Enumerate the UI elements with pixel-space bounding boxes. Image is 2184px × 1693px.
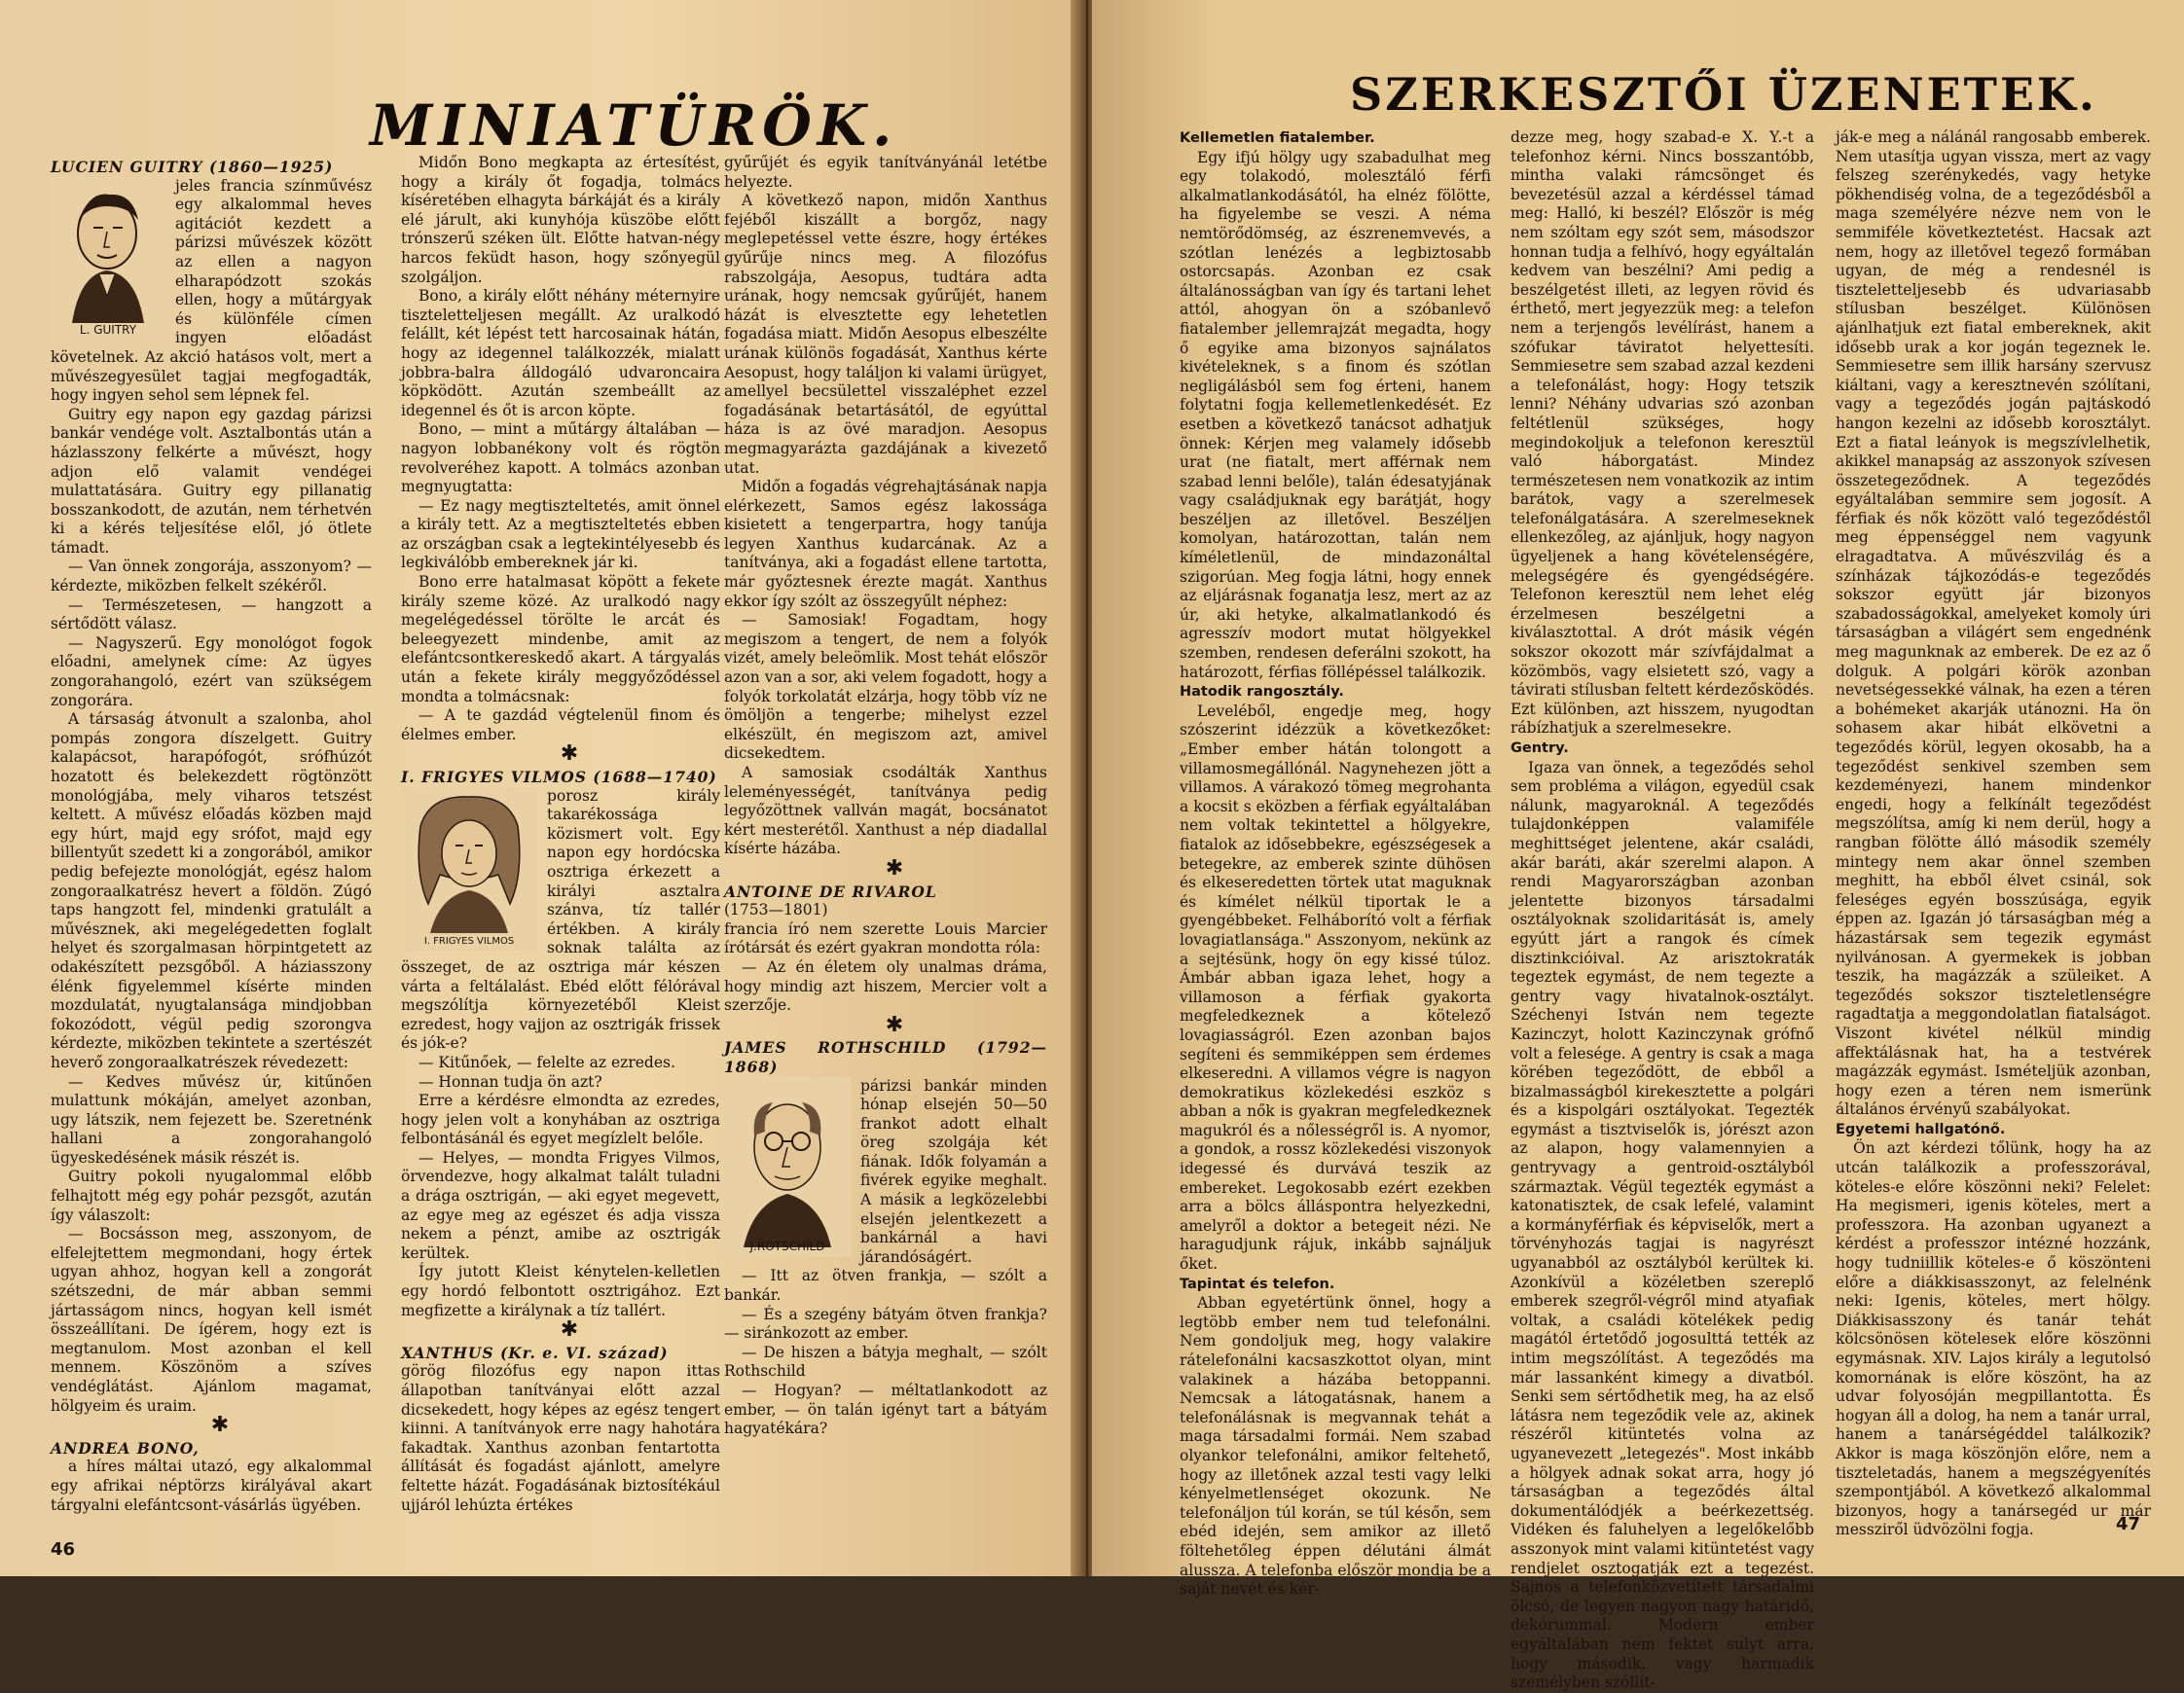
paragraph: A samosiak csodálták Xanthus leleményességét, tanítványa pedig legyőzöttnek vallván magát, bocsánatot kért mesterétől. Xanthust a nép diadallal kísérte házába. (724, 764, 1047, 858)
section-head-xanthus: XANTHUS (Kr. e. VI. század) (401, 1343, 669, 1362)
paragraph: — Bocsásson meg, asszonyom, de elfelejtettem megmondani, hogy értek ugyan ahhoz, hogyan kell a zongorát szétszedni, de már abban semmi jártasságom nincs, hogyan kell ismét összeállítani. De ígérem, hogy ezt is megtanulom. Most azonban el kell mennem. Köszönöm a szíves vendéglátást. Ajánlom magamat, hölgyeim és uraim. (51, 1225, 372, 1415)
page-title-szerkesztoi-uzenetek: SZERKESZTŐI ÜZENETEK. (1350, 68, 2097, 121)
paragraph: porosz király takarékossága közismert volt. Egy napon egy hordócska osztriga érkezett a királyi asztalra szánva, tíz tallér értékben. A király soknak találta az összeget, de az osztriga már készen várta a feltálalást. Ebéd előtt félórával megszólítja környezetéből Kleist ezredest, hogy vajjon az osztrigák frissek és jók-e? (401, 786, 720, 1053)
right-page (1092, 0, 2184, 1692)
subhead-hatodik: Hatodik rangosztály. (1180, 684, 1344, 701)
paragraph: A társaság átvonult a szalonba, ahol pompás zongora díszelgett. Guitry kalapácsot, harapófogót, srófhúzót hozatott és belekezdett rögtönzött monológjába, mely viharos tetszést keltett. A művész előadás közben majd egy húrt, majd egy srófot, majd egy billentyűt szedett ki a zongorából, amikor pedig befejezte monológját, egész halom zongoraalkatrész hevert a földön. Zúgó taps hangzott fel, mindenki gratulált a művésznek, aki megelégedetten foglalt helyet és szorgalmasan hörpintgetett az odakészített pezsgőből. A háziasszony élénk figyelemmel kísérte minden mozdulatát, nyugtalansága mindjobban fokozódott, végül pedig szorongva kérdezte, miközben tekintete a szertészét heverő zongoraalkatrészek révedezett: (51, 710, 372, 1071)
paragraph: Bono, a király előtt néhány méternyire tiszteletteljesen megállt. Az uralkodó felállt, két lépést tett harcosainak hátán, hogy az idegennel találkozzék, mialatt jobbra-balra álldogáló udvaroncaira köpködött. Azután szembeállt az idegennel és őt is arcon köpte. (401, 287, 720, 419)
right-column-1 (1180, 128, 1491, 1599)
left-page (0, 0, 1082, 1576)
paragraph: gyűrűjét és egyik tanítványánál letétbe helyezte. (724, 154, 1047, 191)
paragraph: Midőn a fogadás végrehajtásának napja elérkezett, Samos egész lakossága kisietett a tengerpartra, hogy tanúja legyen Xanthus kudarcának. Az a tanítványa, aki a fogadást ellene tartotta, már győztesnek érezte magát. Xanthus ekkor így szólt az összegyűlt néphez: (724, 478, 1047, 610)
portrait-caption-rothschild: J.ROTSCHILD (749, 1239, 825, 1253)
section-head-rothschild: JAMES ROTHSCHILD (1792—1868) (724, 1038, 1047, 1076)
guitry-portrait-image (51, 177, 165, 342)
paragraph: ják-e meg a nálánál rangosabb emberek. Nem utasítja ugyan vissza, mert az vagy felszeg szerénykedés, vagy hetyke pökhendiség volna, de a tegeződésből a maga személyére nézve nem von le semmiféle következtetést. Hacsak azt nem, hogy az illetővel tegező formában ugyan, de még a rendesnél is tiszteletteljesebb és udvariasabb stílusban beszélget. Különösen ajánlhatjuk ezt fiatal embereknek, akit idősebb urak a kor jogán tegeznek le. Semmiesetre sem illik harsány szervusz kiáltani, vagy a keresztnevén szólítani, vagy a tegeződés jogán pajtáskodó hangon kezelni az idősebb korosztályt. Ezt a fiatal leányok is megszívlelhetik, akikkel manapság az asszonyok szívesen összetegeződnek. A tegeződés egyáltalában semmire sem jogosít. A férfiak és nők között való tegeződéstől meg éppenséggel nem vagyunk elragadtatva. A művészvilág és a színházak tájkozódás-e tegeződés sokszor együtt jár bizonyos szabadosságokkal, amelyeket komoly úri társaságban a világért sem engednénk meg magunknak az emberek. De ez az ő dolguk. A polgári körök azonban nevetségessekké válnak, ha ezen a téren a bohémeket akarják utánozni. Ha ön sohasem akar hibát elkövetni a tegeződés körül, legyen okosabb, ha a tegeződést senkivel szemben sem kezdeményezi, hanem mindenkor engedi, hogy a felkínált tegeződést megszólítsa, amíg ki nem derül, hogy a rangban fölötte álló második személy mintegy nem akar önnel szemben meghitt, ha ebből élvet csinál, sok feleséges egyén bosszúsága, egyik éppen az. Igazán jó társaságban még a házastársak sem tegezik egymást nyilvánosan. A gyermekek is jobban teszik, ha magázzák a szüleiket. A tegeződés sokszor tiszteletlenségre ragadtatja a meggondolatlan fiatalságot. Viszont kivétel nélkül mindig affektálásnak hat, ha a testvérek magázzák egymást. Ismételjük azonban, hogy ezen a téren nem ismerünk általános érvényű szabályokat. (1836, 128, 2151, 1119)
left-column-1 (51, 154, 372, 1516)
paragraph: — De hiszen a bátyja meghalt, — szólt Rothschild (724, 1343, 1047, 1381)
paragraph: görög filozófus egy napon ittas állapotban tanítványai előtt azzal dicsekedett, hogy képes az egész tengert kiinni. A tanítványok erre nagy hahotára fakadtak. Xanthus azonban fentartotta állítását és fogadást ajánlott, amelyre feltette házát. Fogadásának biztosítékául ujjáról lehúzta értékes (401, 1362, 720, 1514)
paragraph: — Kitűnőek, — felelte az ezredes. (419, 1053, 675, 1071)
paragraph: Így jutott Kleist kénytelen-kelletlen egy hordó felbontott osztrigához. Ezt megfizette a királynak a tíz tallért. (401, 1263, 720, 1319)
portrait-caption-guitry: L. GUITRY (79, 322, 137, 337)
subhead-egyetemi: Egyetemi hallgatónő. (1836, 1121, 2006, 1137)
rothschild-portrait-image (724, 1077, 851, 1257)
paragraph: — Honnan tudja ön azt? (419, 1072, 602, 1091)
paragraph: Bono, — mint a műtárgy általában — nagyon lobbanékony volt és rögtön revolveréhez kapott. A tolmács azonban megnyugtatta: (401, 420, 720, 496)
page-number-right: 47 (2116, 1514, 2141, 1534)
paragraph: — Itt az ötven frankja, — szólt a bankár. (724, 1267, 1047, 1305)
paragraph: — Hogyan? — méltatlankodott az ember, — ön talán igényt tart a bátyám hagyatékára? (724, 1382, 1047, 1438)
section-divider-star: ✱ (560, 741, 579, 767)
section-divider-star: ✱ (560, 1317, 579, 1343)
subhead-kellemetlen: Kellemetlen fiatalember. (1180, 130, 1375, 146)
paragraph: — Kedves művész úr, kitűnően mulattunk mókáján, amelyet azonban, ugy látszik, nem fejezett be. Szeretnénk hallani a zongorahangoló ügyeskedésének másik részét is. (51, 1072, 372, 1167)
section-head-frigyes-vilmos: I. FRIGYES VILMOS (1688—1740) (401, 768, 717, 786)
paragraph: Abban egyetértünk önnel, hogy a legtöbb ember nem tud telefonálni. Nem gondoljuk meg, hogy valakire rátelefonálni kacsaszkottot olyan, mint valakinek a házába betoppanni. Nemcsak a látogatásnak, hanem a telefonálásnak is megvannak tehát a maga társadalmi formái. Nem szabad olyankor telefonálni, amikor feltehető, hogy az illetőnek azzal testi vagy lelki kényelmetlenséget okozunk. Ne telefonáljon túl korán, se túl későn, sem ebéd idején, sem amikor az illető föltehetőleg éppen délutáni álmát alussza. A telefonba először mondja be a saját nevét és kér- (1180, 1294, 1491, 1599)
left-column-2 (401, 154, 720, 1535)
paragraph: Igaza van önnek, a tegeződés sehol sem probléma a világon, egyedül csak nálunk, magyaroknál. A tegeződés tulajdonképpen valamiféle meghittséget jelentene, akár családi, akár baráti, akár szerelmi alapon. A rendi Magyarországban azonban jelentette bizonyos társadalmi osztályoknak szolidaritását is, amely egyútt járt a rangok és címek disztinkcióival. Az arisztokraták tegeztek egymást, de nem tegezte a gentry vagy hivatalnok-osztályt. Széchenyi István nem tegezte Kazinczyt, holott Kazinczynak grófnő volt a felesége. A gentry is csak a maga körében tegeződött, de ebből a bizalmasságból kirekesztette a polgári és a kispolgári osztályokat. Tegezték egymást a tisztviselők is, jórészt azon az alapon, hogy valamennyien a gentryvagy a gentroid-osztályból származtak. Végül tegezték egymást a katonatisztek, de csak lefelé, valamint a kormányférfiak és képviselők, mert a törvényhozás tagjai is nagyrészt ugyanabból az osztályból kerültek ki. Azonkívül a közéletben szereplő emberek szegről-végről mind atyafiak voltak, a családi kötelékek pedig magától értetődő jogosulttá tették az intim megszólítást. A tegeződés ma már lassanként kimegy a divatból. Senki sem sértődhetik meg, ha az első látásra nem tegeződik vele az, akinek részéről kitüntetés volna az ugyanevezett „letegezés". Most inkább a hölgyek adnak sokat arra, hogy jó társaságban a tegeződés által dokumentálódjék a beérkezettség. Vidéken és faluhelyen a legelőkelőbb asszonyok mint valami kitüntetést vagy rendjelet osztogatják ezt a tegezést. Sajnos a telefonközvetített társadalmi ölcsó, de legyen nagyon nagy határidő, dekórummal. Modern ember egyáltalában nem fektet sulyt arra, hogy második, vagy harmadik személyben szóllít- (1511, 758, 1814, 1692)
page-title-miniaturok: MINIATÜRÖK. (370, 92, 898, 159)
paragraph: dezze meg, hogy szabad-e X. Y.-t a telefonhoz kérni. Nincs bosszantóbb, mintha valaki rámcsönget és bevezetésül azzal a kérdéssel támad meg: Halló, ki beszél? Először is még nem szóltam egy szót sem, másodszor honnan tudja a felhívó, hogy egyáltalán kedvem van beszélni? Ami pedig a beszélgetést illeti, az legyen rövid és érthető, mert jegyezzük meg: a telefon nem a terjengős levélírást, hanem a szófukar táviratot helyettesíti. Semmiesetre sem szabad azzal kezdeni a telefonálást, hogy: Hogy tetszik lenni? Néhány udvarias szó azonban feltétlenül szükséges, hogy megindokoljuk a telefonon keresztül való háborgatást. Mindez természetesen nem vonatkozik az intim barátok, vagy a szerelmesek telefonálgatására. A szerelmeseknek ellenkezőleg, az ajánljuk, hogy nagyon ügyeljenek a hang kövételenségére, melegségére és gyengédségére. Telefonon keresztül nem lehet elég érzelmesen beszélgetni a kiválasztottal. A drót másik végén sokszor okozott már szívfájdalmat a közömbös, vagy elsietett szó, vagy a távirati stílusban feltett kérdezősködés. Ezt különben, azt hisszem, nyugodtan rábízhatjuk a szerelmesekre. (1511, 128, 1814, 738)
portrait-frigyes-vilmos (401, 787, 537, 952)
section-head-guitry: LUCIEN GUITRY (1860—1925) (51, 158, 334, 176)
paragraph: Guitry pokoli nyugalommal előbb felhajtott még egy pohár pezsgőt, azután így válaszolt: (51, 1168, 372, 1224)
section-head-bono: ANDREA BONO, (51, 1438, 200, 1458)
paragraph: A következő napon, midőn Xanthus fejéből kiszállt a borgőz, nagy meglepetéssel vette észre, hogy értékes gyűrűje nincs meg. A filozófus rabszolgája, Aesopus, tudtára adta urának, hogy nemcsak gyűrűjét, hanem házát is elvesztette egy lehetetlen fogadása miatt. Midőn Aesopus elbeszélte urának különös fogadását, Xanthus kérte Aesopust, hogy találjon ki valami ürügyet, amellyel becsülettel visszaléphet ezzel fogadásának betartásától, de egyúttal háza is az övé maradjon. Aesopus megmagyarázta gazdájának a kivezető utat. (724, 192, 1047, 477)
paragraph: Egy ifjú hölgy ugy szabadulhat meg egy tolakodó, molesztáló férfi alkalmatlankodásától, ha elnéz fölötte, ha figyelembe se veszi. A néma nemtörődömség, az észrenemvevés, a szótlan lenézés a legbiztosabb ostorcsapás. Azonban ez csak általánosságban van így és tartani lehet attól, ahogyan ön a szóbanlevő fiatalember jellemrajzát megadta, hogy ő egyike ama bizonyos sajnálatos kivételeknek, s a finom és szótlan negligálásból sem fog érteni, hanem folytatni fogja kellemetlenkedését. Ez esetben a következő tanácsot adhatjuk önnek: Kérjen meg valamely idősebb urat (ne fiatalt, mert afférnak nem szabad lenni belőle), talán édesatyjának vagy családjuknak egy barátját, hogy beszéljen az illetővel. Beszéljen komolyan, határozottan, talán nem kíméletlenül, de mindazonáltal szigorúan. Meg fogja látni, hogy ennek az eljárásnak foganatja lesz, mert az az úr, aki hetyke, alkalmatlankodó és agresszív modort mutat hölgyekkel szemben, rendesen deferálni szokott, ha határozott, férfias föllépéssel találkozik. (1180, 148, 1491, 681)
paragraph: — Természetesen, — hangzott a sértődött válasz. (51, 595, 372, 633)
paragraph: Ön azt kérdezi tőlünk, hogy ha az utcán találkozik a professzorával, köteles-e előre köszönni neki? Felelet: Ha megismeri, igenis köteles, mert a professzora. Ha azonban ugyanezt a kérdést a professzor intézné hozzánk, hogy tudniillik köteles-e ő köszönteni előre a diákkisasszonyt, az felelnénk neki: Igenis, köteles, mert hölgy. Diákkisasszony és tanár tehát kölcsönösen kötelesek előre köszönni egymásnak. XIV. Lajos király a legutolsó komornának is előre köszönt, ha az udvar folyosóján megpillantotta. És hogyan áll a dolog, ha nem a tanár urral, hanem a tanárségéddel találkozik? Akkor is maga köszönjön előre, nem a tiszteletadás, hanem a megszégyenítés szempontjából. A következő alkalommal bizonyos, hogy a tanársegéd ur már messziről üdvözölni fogja. (1836, 1139, 2151, 1539)
portrait-guitry (51, 177, 165, 341)
right-column-2 (1511, 128, 1814, 1692)
paragraph: — Samosiak! Fogadtam, hogy megiszom a tengert, de nem a folyók vizét, amely beleömlik. Most tehát először azon van a sor, aki velem fogadott, hogy a folyók torkolatát elzárja, hogy több víz ne ömöljön a tengerbe; mihelyst ezzel elkészült, én megiszom azt, amivel dicsekedtem. (724, 611, 1047, 763)
paragraph: Erre a kérdésre elmondta az ezredes, hogy jelen volt a konyhában az osztriga felbontásánál és egyet megízlelt belőle. (401, 1092, 720, 1148)
paragraph: jeles francia színművész egy alkalommal heves agitációt kezdett a párizsi művészek között az ellen a nagyon elharapódzott szokás ellen, hogy a műtárgyak és különféle címen ingyen előadást követelnek. Az akció hatásos volt, mert a művészegyesület tagjai megfogadták, hogy ingyen sehol sem lépnek fel. (51, 176, 372, 405)
paragraph: — A te gazdád végtelenül finom és élelmes ember. (401, 706, 720, 743)
section-divider-star: ✱ (885, 855, 904, 881)
section-divider-star: ✱ (885, 1012, 904, 1037)
paragraph: — Nagyszerű. Egy monológot fogok előadni, amelynek címe: Az ügyes zongorahangoló, ezért van szükségem zongorára. (51, 633, 372, 709)
paragraph: — Helyes, — mondta Frigyes Vilmos, örvendezve, hogy alkalmat talált tuladni a drága osztrigán, — aki egyet megevett, az egye meg az egészet és adja vissza nekem a pénzt, amibe az osztrigák kerültek. (401, 1148, 720, 1262)
left-column-3 (724, 154, 1047, 1535)
paragraph: — Van önnek zongorája, asszonyom? — kérdezte, miközben felkelt székéről. (51, 558, 372, 595)
paragraph: francia író nem szerette Louis Marcier írótársát és ezért gyakran mondotta róla: (724, 919, 1047, 957)
section-divider-star: ✱ (210, 1413, 230, 1438)
frigyes-vilmos-portrait-image (401, 787, 537, 948)
paragraph: Midőn Bono megkapta az értesítést, hogy a király őt fogadja, tolmács kíséretében elhagyta bárkáját és a király elé járult, aki kunyhója küszöbe előtt trónszerű széken ült. Előtte hatvan-négy harcos feküdt hason, hogy szőnyegül szolgáljon. (401, 154, 720, 286)
portrait-rothschild (724, 1077, 851, 1257)
section-dates-rivarol: (1753—1801) (724, 901, 828, 919)
portrait-caption-frigyes-vilmos: I. FRIGYES VILMOS (423, 935, 515, 947)
paragraph: — Az én életem oly unalmas dráma, hogy mindig azt hiszem, Mercier volt a szerzője. (724, 957, 1047, 1015)
paragraph: — És a szegény bátyám ötven frankja? — siránkozott az ember. (724, 1305, 1047, 1343)
paragraph: párizsi bankár minden hónap elsején 50—50 frankot adott elhalt öreg szolgája két fiának. Idők folyamán a fivérek egyike meghalt. A másik a legközelebbi elsején jelentkezett a bankárnál a havi járandóságért. (860, 1076, 1047, 1266)
paragraph: — Ez nagy megtiszteltetés, amit önnel a király tett. Az a megtiszteltetés ebben az országban csak a legtekintélyesebb és legkiválóbb embereknek jár ki. (401, 496, 720, 572)
subhead-tapintat: Tapintat és telefon. (1180, 1276, 1335, 1292)
paragraph: Bono erre hatalmasat köpött a fekete király szeme közé. Az uralkodó nagy megelégedéssel törölte le arcát és beleegyezett mindenbe, amit az elefántcsontkereskedő akart. A tárgyalás után a fekete király meggyőződéssel mondta a tolmácsnak: (401, 573, 720, 705)
paragraph: a híres máltai utazó, egy alkalommal egy afrikai néptörzs királyával akart tárgyalni elefántcsont-vásárlás ügyében. (51, 1458, 372, 1514)
paragraph: Guitry egy napon egy gazdag párizsi bankár vendége volt. Asztalbontás után a házlasszony felkérte a művészt, hogy adjon elő valamit vendégei mulattatására. Guitry egy pillanatig bosszankodott, de azután, nem térhetvén ki a kérés teljesítése elől, jó ötlete támadt. (51, 405, 372, 557)
page-number-left: 46 (51, 1539, 76, 1560)
paragraph: Leveléből, engedje meg, hogy szószerint idézzük a következőket: „Ember ember hátán tolongott a villamosmegállónál. Nagynehezen jött a villamos. A várakozó tömeg megrohanta a kocsit s eközben a férfiak egyáltalában nem voltak tekintettel a hölgyekre, fiatalok az idősebbekre, egészségesek a betegekre, az emberek szinte dühösen és elkeseredetten törtek utat maguknak és kímélet nélkül tiportak le a gyengébbeket. Felháborító volt a férfiak lovagiatlansága." Asszonyom, nekünk az a sejtésünk, hogy ön egy kissé túloz. Ámbár abban igaza lehet, hogy a villamoson a férfiak gyakorta megfeledkeznek a kötelező lovagiasságról. Ezen azonban bajos segíteni és semmiképpen sem érdemes elkeseredni. A villamos végre is nagyon demokratikus közlekedési eszköz s abban a nők is gyakran megfeledkeznek magukról és a nőlességről is. A nyomor, a gondok, a rossz közlekedési viszonyok idegessé és durvává teszik az embereket. Legokosabb ezért ezekben arra a bölcs álláspontra helyezkedni, amelyről a doktor a betegeit nézi. Ne haragudjunk rájuk, inkább sajnáljuk őket. (1180, 702, 1491, 1274)
section-head-rivarol: ANTOINE DE RIVAROL (724, 882, 937, 901)
subhead-gentry: Gentry. (1511, 740, 1569, 756)
